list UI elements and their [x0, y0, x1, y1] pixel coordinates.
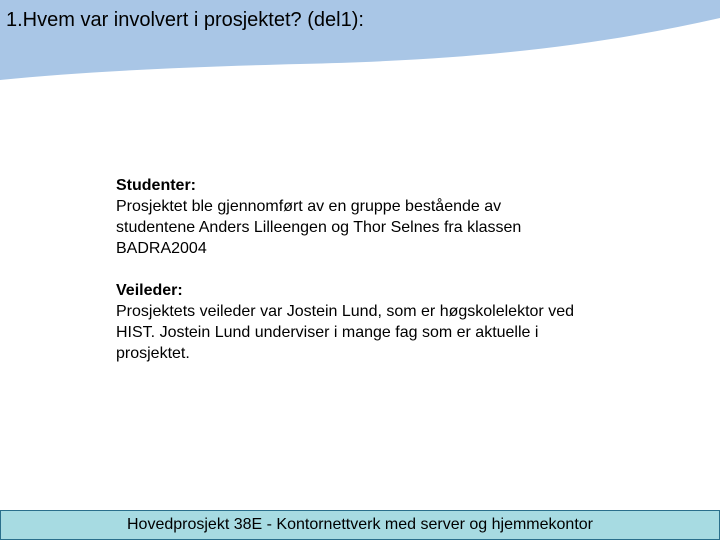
students-text: Prosjektet ble gjennomført av en gruppe bestående av studentene Anders Lilleengen og Thor Selnes fra klassen BADRA2004: [116, 198, 522, 257]
students-heading: Studenter:: [116, 177, 196, 194]
supervisor-text: Prosjektets veileder var Jostein Lund, som er høgskolelektor ved HIST. Jostein Lund underviser i mange fag som er aktuelle i prosjektet.: [116, 303, 574, 362]
supervisor-heading: Veileder:: [116, 282, 183, 299]
students-section: [116, 175, 576, 259]
supervisor-section: [116, 280, 576, 364]
footer-text: Hovedprosjekt 38E - Kontornettverk med server og hjemmekontor: [127, 516, 593, 533]
footer-bar: [0, 510, 720, 540]
slide-title: 1.Hvem var involvert i prosjektet? (del1):: [6, 9, 364, 31]
slide-content: [116, 175, 576, 385]
